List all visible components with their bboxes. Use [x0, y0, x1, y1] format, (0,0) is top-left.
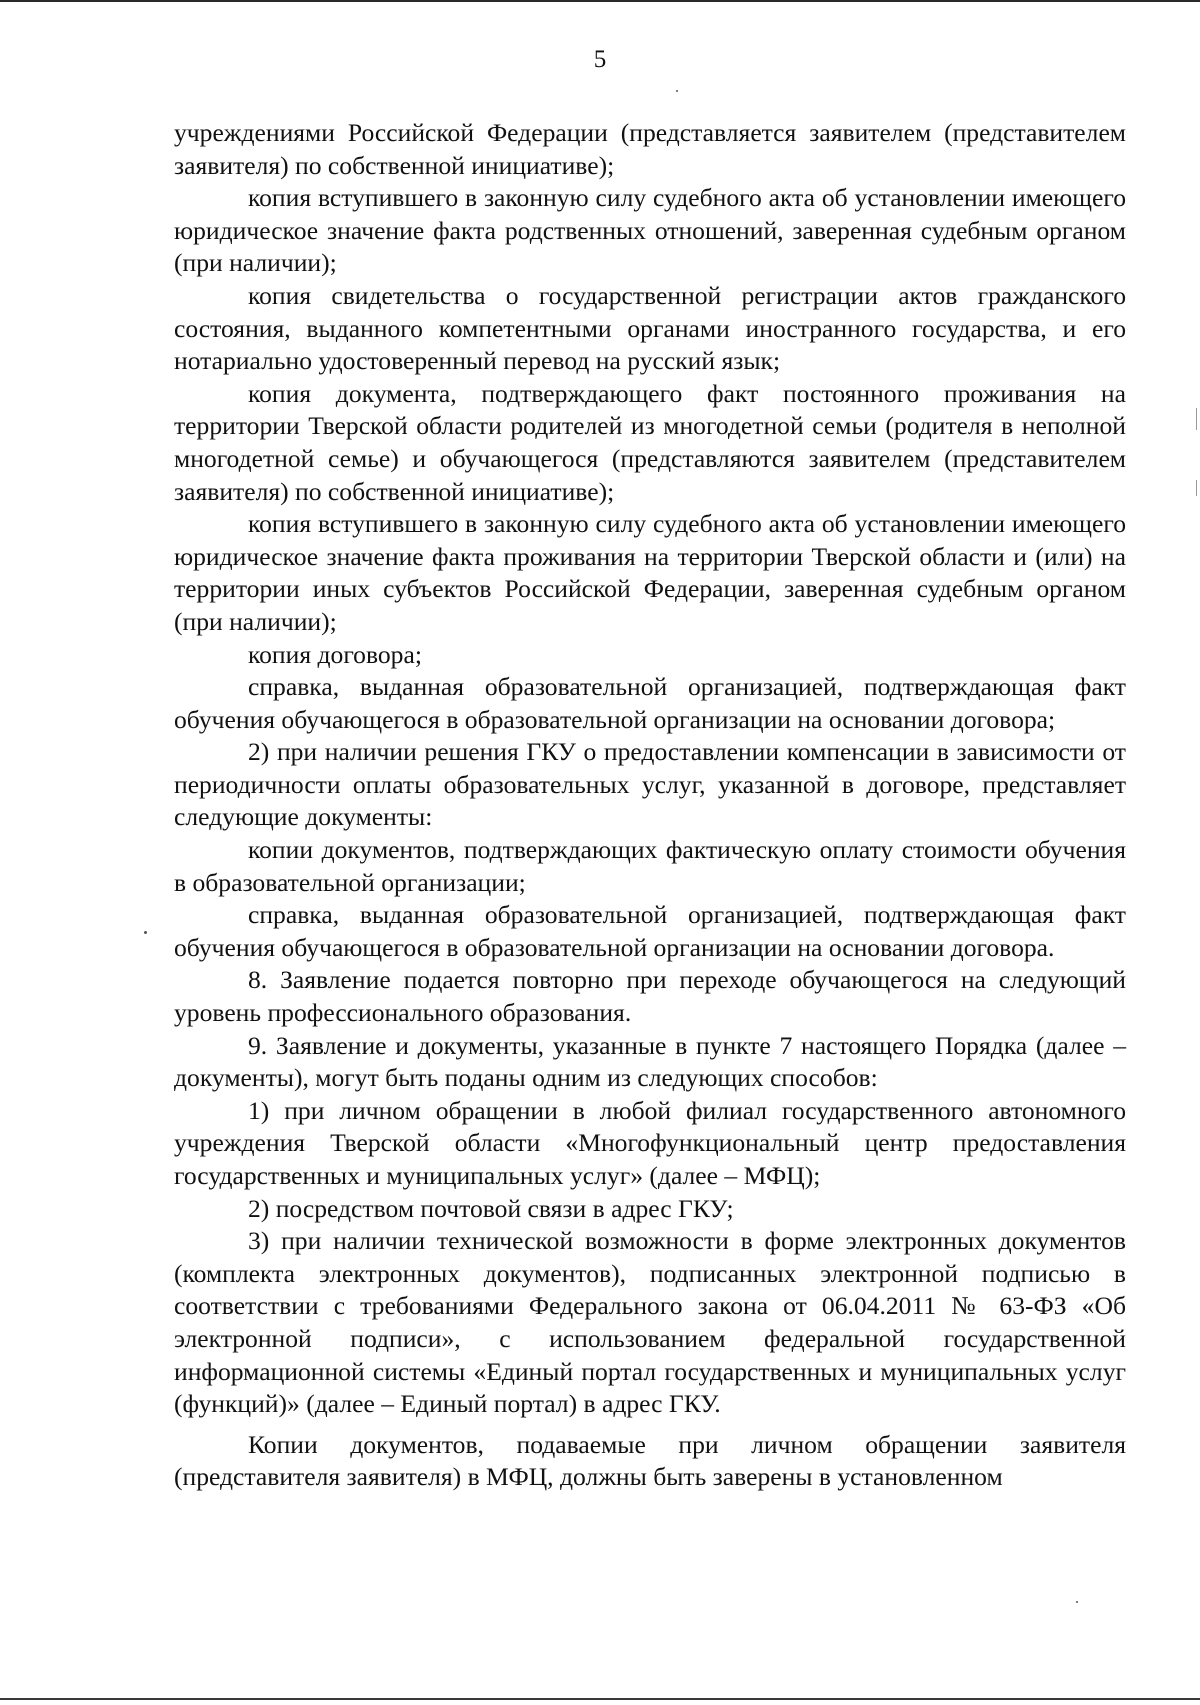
page-number	[0, 44, 1200, 76]
paragraph-10: справка, выданная образовательной организацией, подтверждающая факт обучения обучающегося в образовательной организации на основании договора.	[174, 900, 1126, 962]
paragraph-1: учреждениями Российской Федерации (представляется заявителем (представителем заявителя) по собственной инициативе);	[174, 118, 1126, 180]
paragraph-9: копии документов, подтверждающих фактическую оплату стоимости обучения в образовательной организации;	[174, 835, 1126, 897]
page-number-text: 5	[593, 46, 607, 73]
scan-edge-mark	[1196, 408, 1197, 430]
scan-edge-mark	[1196, 480, 1197, 496]
paragraph-2: копия вступившего в законную силу судебного акта об установлении имеющего юридическое значение факта родственных отношений, заверенная судебным органом (при наличии);	[174, 183, 1126, 278]
paragraph-12: 9. Заявление и документы, указанные в пункте 7 настоящего Порядка (далее – документы), могут быть поданы одним из следующих способов:	[174, 1030, 1126, 1093]
paragraph-8: 2) при наличии решения ГКУ о предоставлении компенсации в зависимости от периодичности оплаты образовательных услуг, указанной в договоре, представляет следующие документы:	[174, 737, 1126, 832]
paragraph-13: 1) при личном обращении в любой филиал государственного автономного учреждения Тверской области «Многофункциональный центр предоставления государственных и муниципальных услуг» (далее – МФЦ);	[174, 1095, 1126, 1190]
paragraph-4: копия документа, подтверждающего факт постоянного проживания на территории Тверской области родителей из многодетной семьи (родителя в неполной многодетной семье) и обучающегося (представляются заявителем (представителем заявителя) по собственной инициативе);	[174, 378, 1126, 506]
paragraph-7: справка, выданная образовательной организацией, подтверждающая факт обучения обучающегося в образовательной организации на основании договора;	[174, 672, 1126, 734]
document-body	[174, 117, 1126, 1494]
paragraph-15: 3) при наличии технической возможности в форме электронных документов (комплекта электронных документов), подписанных электронной подписью в соответствии с требованиями Федерального закона от 06.04.2011 № 63-ФЗ «Об электронной подписи», с использованием федеральной государственной информационной системы «Единый портал государственных и муниципальных услуг (функций)» (далее – Единый портал) в адрес ГКУ.	[174, 1226, 1126, 1419]
scan-speck	[1076, 1601, 1078, 1603]
paragraph-5: копия вступившего в законную силу судебного акта об установлении имеющего юридическое значение факта проживания на территории Тверской области и (или) на территории иных субъектов Российской Федерации, заверенная судебным органом (при наличии);	[174, 509, 1126, 636]
paragraph-6: копия договора;	[248, 639, 422, 669]
bottom-scan-border	[0, 1698, 1200, 1700]
paragraph-3: копия свидетельства о государственной регистрации актов гражданского состояния, выданного компетентными органами иностранного государства, и его нотариально удостоверенный перевод на русский язык;	[174, 280, 1126, 376]
paragraph-11: 8. Заявление подается повторно при переходе обучающегося на следующий уровень профессионального образования.	[174, 965, 1126, 1028]
paragraph-14: 2) посредством почтовой связи в адрес ГКУ;	[248, 1193, 734, 1223]
top-scan-border	[0, 0, 1200, 2]
scan-speck	[676, 90, 678, 92]
scan-speck	[144, 931, 147, 934]
paragraph-16: Копии документов, подаваемые при личном обращении заявителя (представителя заявителя) в МФЦ, должны быть заверены в установленном	[174, 1429, 1126, 1492]
